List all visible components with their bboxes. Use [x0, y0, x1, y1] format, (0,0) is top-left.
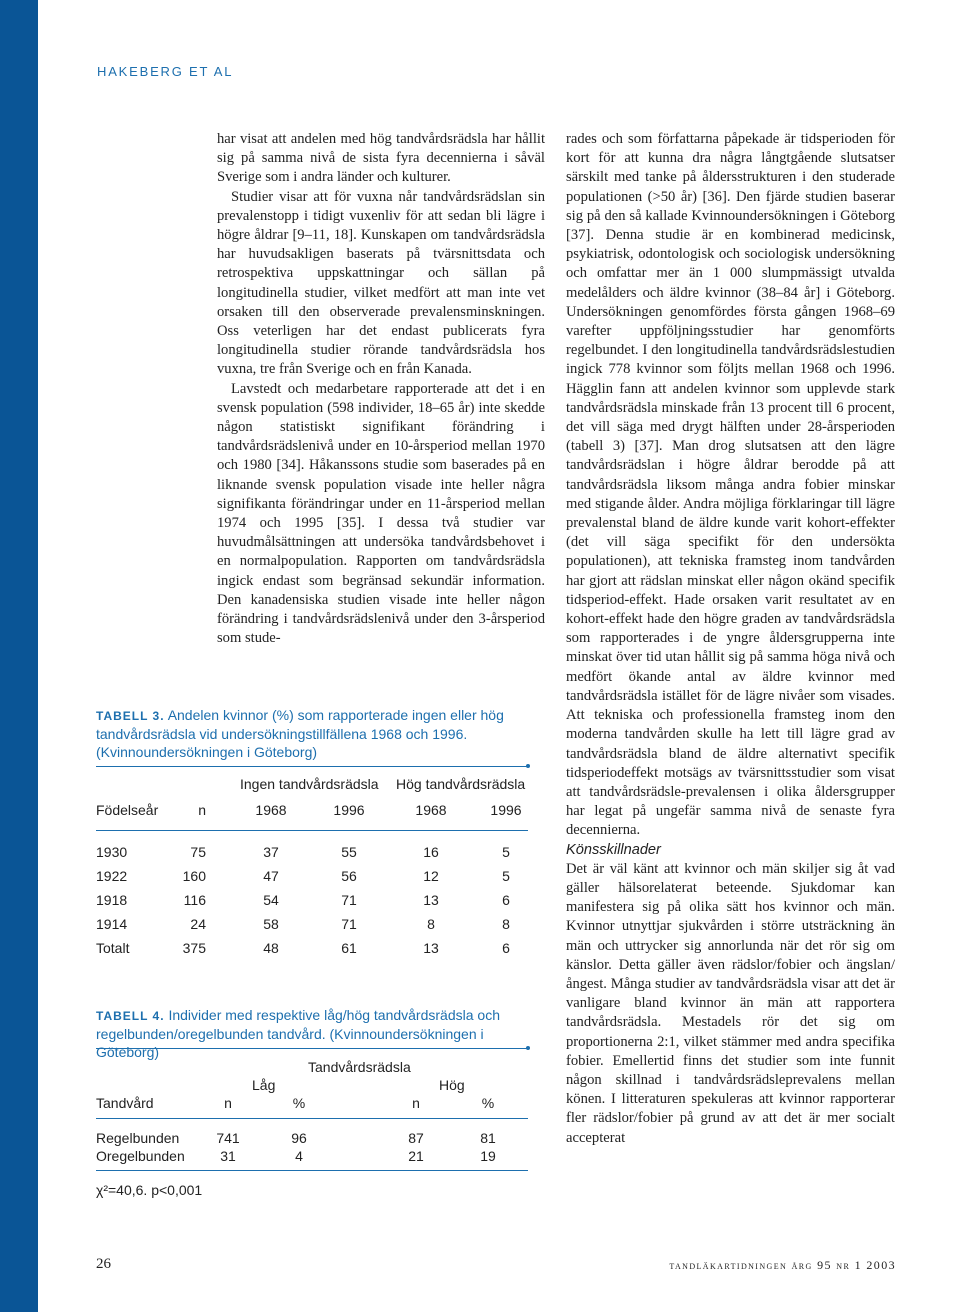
section-subheading: Könsskillnader: [566, 841, 661, 858]
cell-value: 21: [408, 1148, 424, 1164]
right-column: [566, 130, 895, 1148]
middle-paragraph: Studier visar att för vuxna når tandvårdsrädslan sin prevalenstopp i tidigt vuxenliv för att sedan bli lägre i högre åldrar [9–11, 18]. Kunskapen om tandvårdsrädsla har huvudsakligen baserats på tvärsnittsdata och retrospektiva uppskattningar och sällan på longitudinella studier, vilket medfört att man inte vet orsaken till den observerade prevalensminskningen. Oss veterligen har det endast publicerats fyra longitudinella studier rörande tandvårdsrädsla hos vuxna, tre från Sverige och en från Kanada.: [217, 188, 545, 378]
table-footnote: χ²=40,6. p<0,001: [96, 1182, 203, 1198]
table-4: [96, 1006, 528, 1206]
column-header: 1968: [415, 802, 447, 818]
table-3-label: TABELL 3.: [96, 709, 165, 723]
cell-year: Totalt: [96, 940, 130, 956]
cell-value: 5: [502, 844, 510, 860]
subgroup-header: Låg: [252, 1077, 276, 1093]
cell-value: 13: [423, 940, 439, 956]
cell-n: 375: [182, 940, 206, 956]
right-paragraph: Det är väl känt att kvinnor och män skiljer sig åt vad gäller hälsorelaterat beteende. Sjukdomar kan manifestera sig på olika sätt hos kvinnor och män. Kvinnor utnyttjar sjukvården i större utsträckning än män och uttrycker sig annorlunda när det rör sig om känslor. Detta gäller även rädslor/fobier och ängslan/ångest. Många studier av tandvårdsrädsla visar att det är vanligare bland kvinnor än män att rapportera tandvårdsrädsla. Mestadels rör det sig om proportionerna 2:1, vilket stämmer med andra specifika fobier. Emellertid finns det studier som inte funnit någon skillnad i tandvårdsrädsleprevalens mellan könen. I litteraturen spekuleras att kvinnor rapporterar fler rädslor/fobier på grund av att det är mer socialt accepterat: [566, 860, 895, 1146]
column-header: %: [481, 1095, 495, 1111]
cell-value: 37: [263, 844, 279, 860]
table-3-caption: [96, 706, 528, 761]
cell-value: 8: [502, 916, 510, 932]
cell-year: 1922: [96, 868, 128, 884]
table-4-caption-text: Individer med respektive låg/hög tandvårdsrädsla och regelbunden/oregelbunden tandvård. (Kvinnoundersökningen i Göteborg): [96, 1007, 500, 1060]
table-rule: [96, 1118, 528, 1119]
group-header: Hög tandvårdsrädsla: [396, 776, 526, 792]
cell-n: 116: [183, 892, 206, 908]
subgroup-header: Hög: [439, 1077, 465, 1093]
cell-value: 58: [263, 916, 279, 932]
page-number: 26: [96, 1256, 111, 1272]
cell-value: 47: [263, 868, 279, 884]
cell-value: 48: [263, 940, 279, 956]
cell-value: 56: [341, 868, 357, 884]
table-3-caption-text: Andelen kvinnor (%) som rapporterade ingen eller hög tandvårdsrädsla vid undersökningstillfällena 1968 och 1996. (Kvinnoundersökningen i Göteborg): [96, 707, 504, 760]
cell-value: 87: [408, 1130, 424, 1146]
table-rule: [96, 1170, 528, 1171]
column-header: Födelseår: [96, 802, 159, 818]
middle-paragraph: har visat att andelen med hög tandvårdsrädsla har hållit sig på samma nivå de sista fyra decennierna i såväl Sverige som i andra länder och kulturer.: [217, 131, 545, 186]
cell-label: Regelbunden: [96, 1130, 180, 1146]
table-rule: [96, 766, 528, 767]
cell-value: 71: [341, 892, 357, 908]
middle-paragraph: Lavstedt och medarbetare rapporterade att det i en svensk population (598 individer, 18–65 år) inte skedde någon statistiskt signifikant förändring i tandvårdsrädslenivå under en 10-årsperiod mellan 1970 och 1980 [34]. Håkanssons studie som baserades på en liknande svensk population visade inte heller några signifikanta förändringar under en 11-årsperiod mellan 1974 och 1995 [35]. I dessa två studier var huvudmålsättningen att undersöka tandvårdsbehovet i en normalpopulation. Rapporten om tandvårdsrädsla ingick endast som begränsad sekundär information. Den kanadensiska studien visade inte heller någon förändring i tandvårdsrädslenivå under den 3-årsperiod som stude-: [217, 380, 545, 647]
cell-value: 13: [423, 892, 439, 908]
cell-value: 61: [341, 940, 357, 956]
rule-dot: [526, 1046, 530, 1050]
cell-value: 741: [216, 1130, 240, 1146]
cell-label: Oregelbunden: [96, 1148, 185, 1164]
cell-value: 5: [502, 868, 510, 884]
cell-value: 54: [263, 892, 279, 908]
cell-n: 160: [182, 868, 206, 884]
cell-value: 71: [341, 916, 357, 932]
table-4-caption: [96, 1006, 528, 1061]
cell-value: 55: [341, 844, 357, 860]
right-paragraph: rades och som författarna påpekade är tidsperioden för kort för att kunna dra några långtgående slutsatser särskilt med tanke på åldersstrukturen i den studerade populationen (>50 år) [36]. Den fjärde studien baserar sig på den så kallade Kvinnoundersökningen i Göteborg [37]. Denna studie är en kombinerad medicinsk, psykiatrisk, odontologisk och sociologisk undersökning och omfattar mer än 1 000 slumpmässigt utvalda medelålders och äldre kvinnor (38–84 år] i Göteborg. Undersökningen genomfördes första gången 1968–69 varefter uppföljningsstudier har genomförts regelbundet. I den longitudinella tandvårdsrädslestudien ingick 778 kvinnor som följts mellan 1968 och 1996. Hägglin fann att andelen kvinnor som upplevde stark tandvårdsrädsla minskade från 13 procent till 6 procent, det vill säga med drygt hälften under 28-årsperioden (tabell 3) [37]. Man drog slutsatsen att den lägre tandvårdsrädslan i högre åldrar berodde på att tandvårdsrädsla liksom många andra fobier minskar med stigande ålder. Andra möjliga förklaringar till lägre prevalenstal bland de äldre kunde varit kohort-effekter (det vill säga specifikt för den undersökta populationen), att tekniska framsteg inom tandvården har gjort att rädslan minskat eller någon okänd specifik tidsperiod-effekt. Hade orsaken varit resultatet av en kohort-effekt hade den högre graden av tandvårdsrädsla som rapporterades i de yngre åldersgrupperna inte minskat över tid utan hållit sig på samma höga nivå och medfört ökande antal av äldre kvinnor med tandvårdsrädsla istället för de lägre nivåer som visades. Att tekniska och professionella framsteg inom den moderna tandvården skulle ha lett till lägre grad av tandvårdsrädsla bland de äldre alternativt specifik tidsperiodeffekt motsägs av tvärsnittsstudier som visat att tandvårdsrädsle-prevalensen i olika åldersgrupper har legat på ungefär samma nivå de senaste fyra decennierna.: [566, 131, 895, 839]
cell-value: 19: [480, 1148, 496, 1164]
cell-year: 1918: [96, 892, 128, 908]
table-3: [96, 706, 528, 968]
journal-footer: tandläkartidningen årg 95 nr 1 2003: [669, 1258, 896, 1272]
column-header: 1996: [490, 802, 522, 818]
cell-value: 6: [502, 940, 510, 956]
cell-n: 24: [190, 916, 206, 932]
column-header: n: [412, 1095, 420, 1111]
column-header: 1996: [333, 802, 365, 818]
column-header: n: [224, 1095, 232, 1111]
rule-dot: [526, 764, 530, 768]
cell-value: 12: [423, 868, 439, 884]
cell-year: 1930: [96, 844, 128, 860]
column-header: Tandvård: [96, 1095, 154, 1111]
table-4-label: TABELL 4.: [96, 1009, 165, 1023]
cell-value: 81: [480, 1130, 496, 1146]
column-header: %: [292, 1095, 306, 1111]
cell-value: 96: [291, 1130, 307, 1146]
cell-value: 4: [295, 1148, 303, 1164]
group-header: Tandvårdsrädsla: [308, 1059, 411, 1075]
table-rule: [96, 1048, 528, 1049]
running-header: HAKEBERG ET AL: [97, 64, 234, 79]
cell-year: 1914: [96, 916, 128, 932]
cell-value: 6: [502, 892, 510, 908]
cell-value: 8: [427, 916, 435, 932]
column-header: n: [198, 802, 206, 818]
table-rule: [96, 830, 528, 831]
group-header: Ingen tandvårdsrädsla: [240, 776, 379, 792]
cell-value: 16: [423, 844, 439, 860]
cell-value: 31: [220, 1148, 236, 1164]
cell-n: 75: [190, 844, 206, 860]
column-header: 1968: [255, 802, 287, 818]
middle-column: [217, 130, 545, 648]
side-color-bar: [0, 0, 38, 1312]
